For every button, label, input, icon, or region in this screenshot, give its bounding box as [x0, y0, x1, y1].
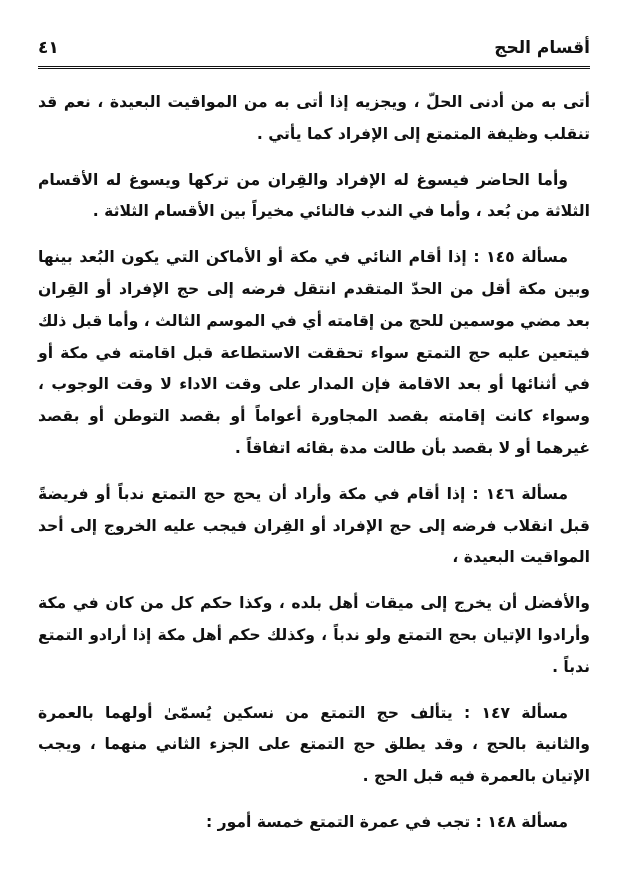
issue-label: مسألة ١٤٧ : — [464, 703, 568, 722]
paragraph-text: والأفضل أن يخرج إلى ميقات أهل بلده ، وكذا حكم كل من كان في مكة وأرادوا الإتيان بحج التمتع ولو ندباً ، وكذلك حكم أهل مكة إذا أرادو التمتع ندباً . — [38, 594, 590, 676]
paragraph-text: وأما الحاضر فيسوغ له الإفراد والقِران من تركها ويسوغ له الأقسام الثلاثة من بُعد ، وأما في الندب فالنائي مخيراً بين الأقسام الثلاثة . — [38, 170, 590, 221]
issue-label: مسألة ١٤٨ : — [475, 812, 568, 831]
issue-label: مسألة ١٤٥ : — [473, 248, 568, 267]
issue-paragraph — [38, 807, 590, 839]
page-header — [38, 36, 590, 69]
paragraph — [38, 165, 590, 229]
paragraph-text: إذا أقام النائي في مكة أو الأماكن التي يكون البُعد بينها وبين مكة أقل من الحدّ المتقدم انتقل فرضه إلى حج الإفراد أو القِران بعد مضي موسمين للحج من إقامته أي في الموسم الثالث ، وأما قبل ذلك فيتعين عليه حج التمتع سواء تحققت الاستطاعة قبل اقامته في مكة أو في أثنائها أو بعد الاقامة فإن المدار على وقت الاداء لا وقت الوجوب ، وسواء كانت إقامته بقصد المجاورة أعواماً أو بقصد التوطن أو بقصد غيرهما أو لا بقصد بأن طالت مدة بقائه اتفاقاً . — [38, 248, 590, 457]
paragraph-text: تجب في عمرة التمتع خمسة أمور : — [205, 812, 471, 831]
running-title: أقسام الحج — [494, 38, 590, 58]
issue-paragraph — [38, 242, 590, 465]
paragraph-text: إذا أقام في مكة وأراد أن يحج حج التمتع ندباً أو فريضةً قبل انقلاب فرضه إلى حج الإفراد أو القِران فيجب عليه الخروج إلى أحد المواقيت البعيدة ، — [38, 484, 590, 567]
page-number: ٤١ — [38, 38, 59, 58]
issue-label: مسألة ١٤٦ : — [472, 484, 569, 503]
issue-paragraph — [38, 479, 590, 574]
paragraph — [38, 588, 590, 683]
paragraph-text: أتى به من أدنى الحلّ ، ويجزيه إذا أتى به من المواقيت البعيدة ، نعم قد تنقلب وظيفة المتمتع إلى الإفراد كما يأتي . — [38, 93, 590, 143]
book-page — [38, 36, 590, 876]
paragraph-text: يتألف حج التمتع من نسكين يُسمّىٰ أولهما بالعمرة والثانية بالحج ، وقد يطلق حج التمتع على الجزء الثاني منهما ، ويجب الإتيان بالعمرة فيه قبل الحج . — [38, 703, 590, 786]
page-body — [38, 87, 590, 839]
paragraph — [38, 87, 590, 151]
issue-paragraph — [38, 698, 590, 793]
